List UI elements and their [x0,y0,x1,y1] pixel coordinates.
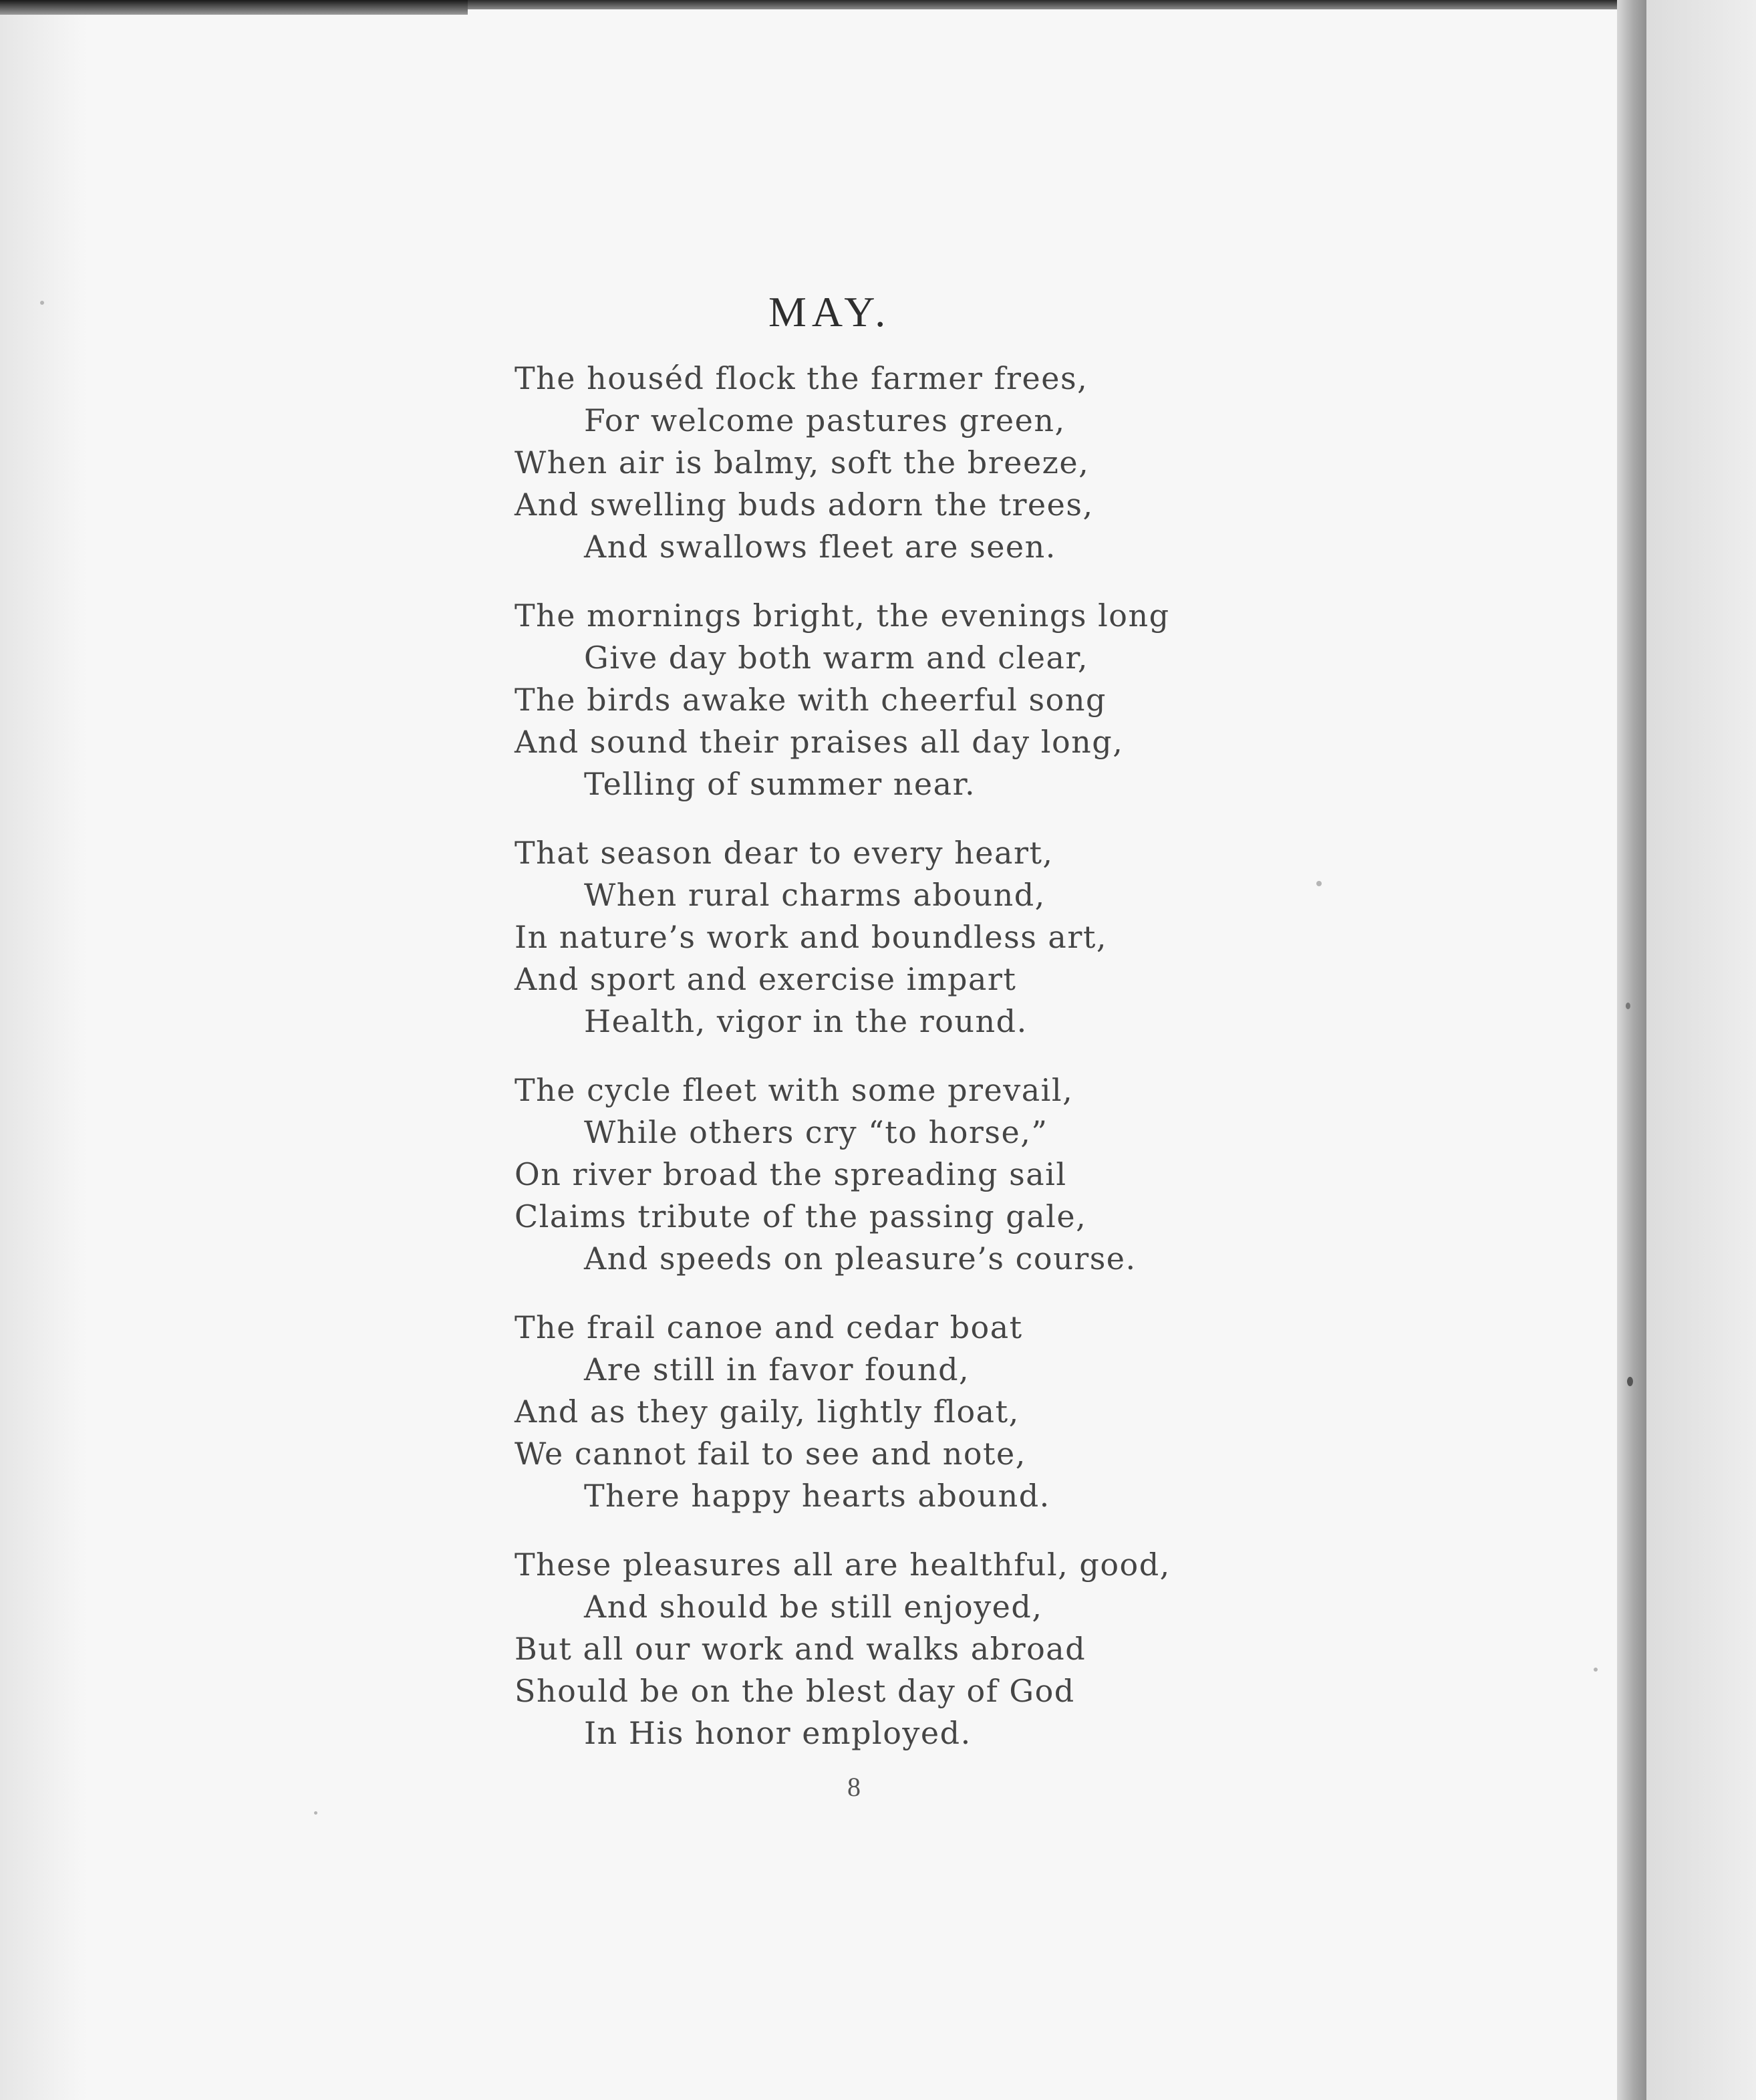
page-number: 8 [847,1772,861,1802]
paper-speck [1627,1377,1633,1386]
stanza [515,832,1171,1043]
poem-line: And sound their praises all day long, [515,724,1124,760]
poem-line: When rural charms abound, [584,877,1046,913]
poem-line: When air is balmy, soft the breeze, [515,444,1090,481]
poem-line: There happy hearts abound. [584,1478,1050,1514]
poem-line: Should be on the blest day of God [515,1673,1075,1709]
poem-line: But all our work and walks abroad [515,1631,1086,1667]
stanza [515,1307,1171,1517]
stanza [515,358,1171,568]
paper-speck [1626,1003,1630,1009]
poem-line: The frail canoe and cedar boat [515,1309,1023,1345]
poem-line: On river broad the spreading sail [515,1156,1067,1192]
poem-line: And should be still enjoyed, [584,1589,1043,1625]
poem-line: The cycle fleet with some prevail, [515,1072,1074,1108]
poem-line: And sport and exercise impart [515,961,1017,997]
stanza [515,1069,1171,1280]
paper-speck [1316,881,1322,886]
poem-line: These pleasures all are healthful, good, [515,1547,1171,1583]
poem-line: While others cry “to horse,” [584,1114,1048,1150]
paper-speck [40,301,44,305]
poem-line: The mornings bright, the evenings long [515,598,1170,634]
poem-line: And swelling buds adorn the trees, [515,487,1094,523]
poem-line: The birds awake with cheerful song [515,682,1107,718]
adjacent-page-edge [1646,0,1756,2100]
poem-line: Claims tribute of the passing gale, [515,1198,1087,1234]
poem-line: And swallows fleet are seen. [584,529,1056,565]
poem-line: Telling of summer near. [584,766,976,802]
poem-line: Are still in favor found, [584,1351,970,1388]
poem-line: In nature’s work and boundless art, [515,919,1107,955]
poem-line: And speeds on pleasure’s course. [584,1240,1137,1277]
poem-stanzas [515,358,1171,1781]
binding-fold [1617,0,1646,2100]
poem-title: MAY. [768,288,891,336]
poem-line: That season dear to every heart, [515,835,1054,871]
stanza [515,595,1171,805]
poem-line: We cannot fail to see and note, [515,1436,1026,1472]
top-edge-dark-band [0,0,468,15]
poem-line: Give day both warm and clear, [584,640,1088,676]
left-margin-shadow [0,0,87,2100]
poem-line: The housé​d flock the farmer frees, [515,360,1088,396]
poem-line: For welcome pastures green, [584,402,1066,438]
paper-speck [1594,1668,1598,1672]
stanza [515,1544,1171,1754]
poem-line: And as they gaily, lightly float, [515,1394,1020,1430]
poem-line: In His honor employed. [584,1715,972,1751]
poem-line: Health, vigor in the round. [584,1003,1028,1039]
paper-speck [314,1811,317,1815]
